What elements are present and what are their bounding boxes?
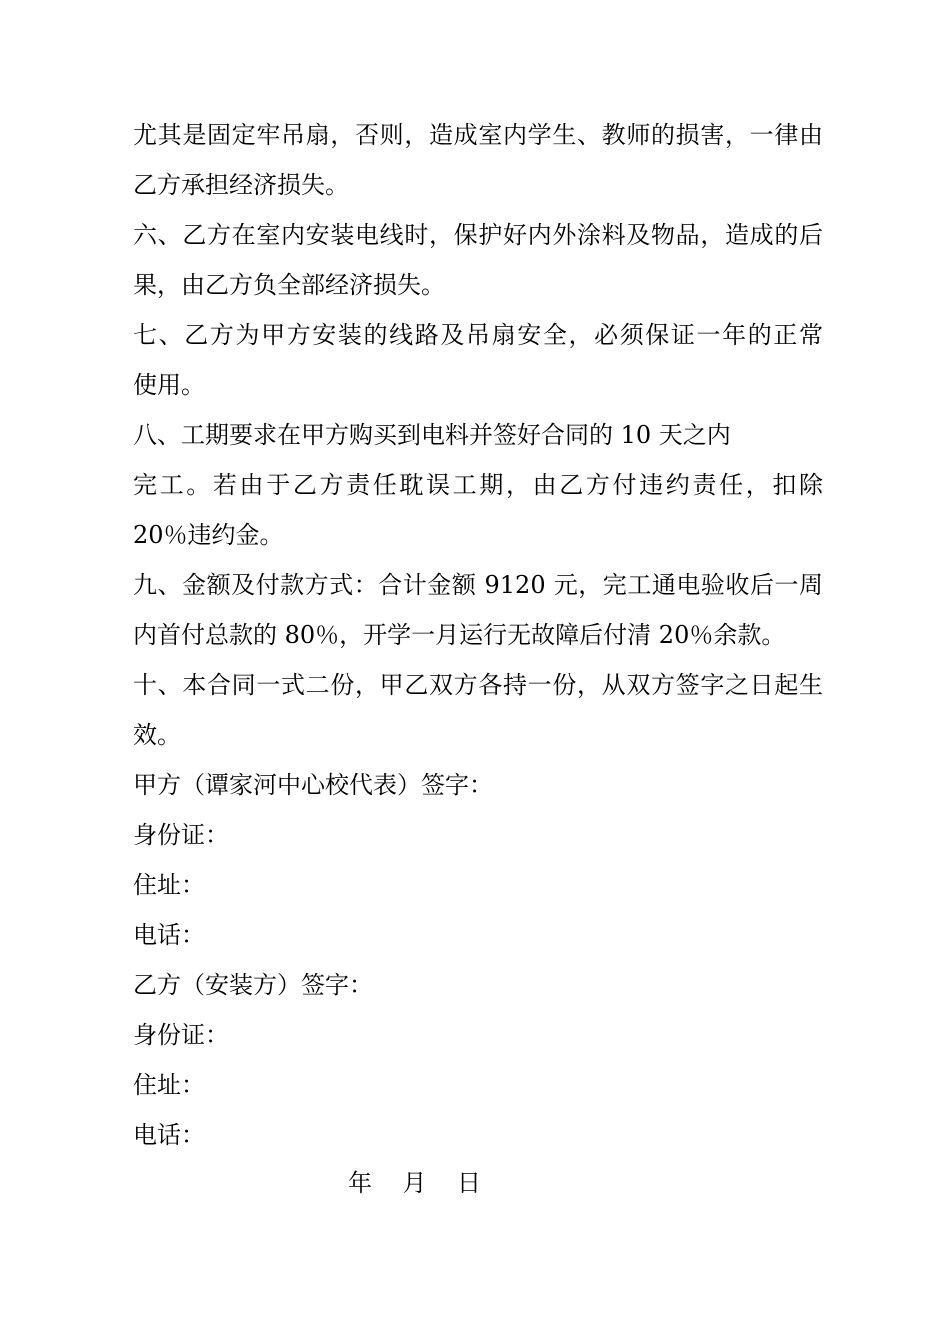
contract-body [133,110,823,1160]
party-a-phone-label: 电话： [133,921,205,949]
clause-8-line-1: 八、工期要求在甲方购买到电料并签好合同的 10 天之内 [133,421,731,449]
clause-10-line-1: 十、本合同一式二份，甲乙双方各持一份，从双方签字之日起生 [133,671,823,699]
party-b-id-label: 身份证： [133,1021,229,1049]
clause-6-line-2: 果，由乙方负全部经济损失。 [133,271,445,299]
date-line: 年 月 日 [348,1169,482,1197]
clause-5-continuation-line-1: 尤其是固定牢吊扇，否则，造成室内学生、教师的损害，一律由 [133,121,823,149]
clause-5-continuation-line-2: 乙方承担经济损失。 [133,171,349,199]
clause-7-line-1: 七、乙方为甲方安装的线路及吊扇安全，必须保证一年的正常 [133,321,823,349]
party-b-phone-label: 电话： [133,1121,205,1149]
party-a-id-label: 身份证： [133,821,229,849]
clause-6-line-1: 六、乙方在室内安装电线时，保护好内外涂料及物品，造成的后 [133,221,823,249]
clause-7-line-2: 使用。 [133,371,205,399]
clause-9-line-1: 九、金额及付款方式：合计金额 9120 元，完工通电验收后一周 [133,571,823,599]
party-b-signature-label: 乙方（安装方）签字： [133,971,373,999]
party-b-address-label: 住址： [133,1071,205,1099]
clause-8-line-2: 完工。若由于乙方责任耽误工期，由乙方付违约责任，扣除 [133,471,823,499]
clause-9-line-2: 内首付总款的 80％，开学一月运行无故障后付清 20％余款。 [133,621,786,649]
clause-8-line-3: 20％违约金。 [133,521,284,549]
clause-10-line-2: 效。 [133,721,181,749]
party-a-address-label: 住址： [133,871,205,899]
party-a-signature-label: 甲方（谭家河中心校代表）签字： [133,771,493,799]
